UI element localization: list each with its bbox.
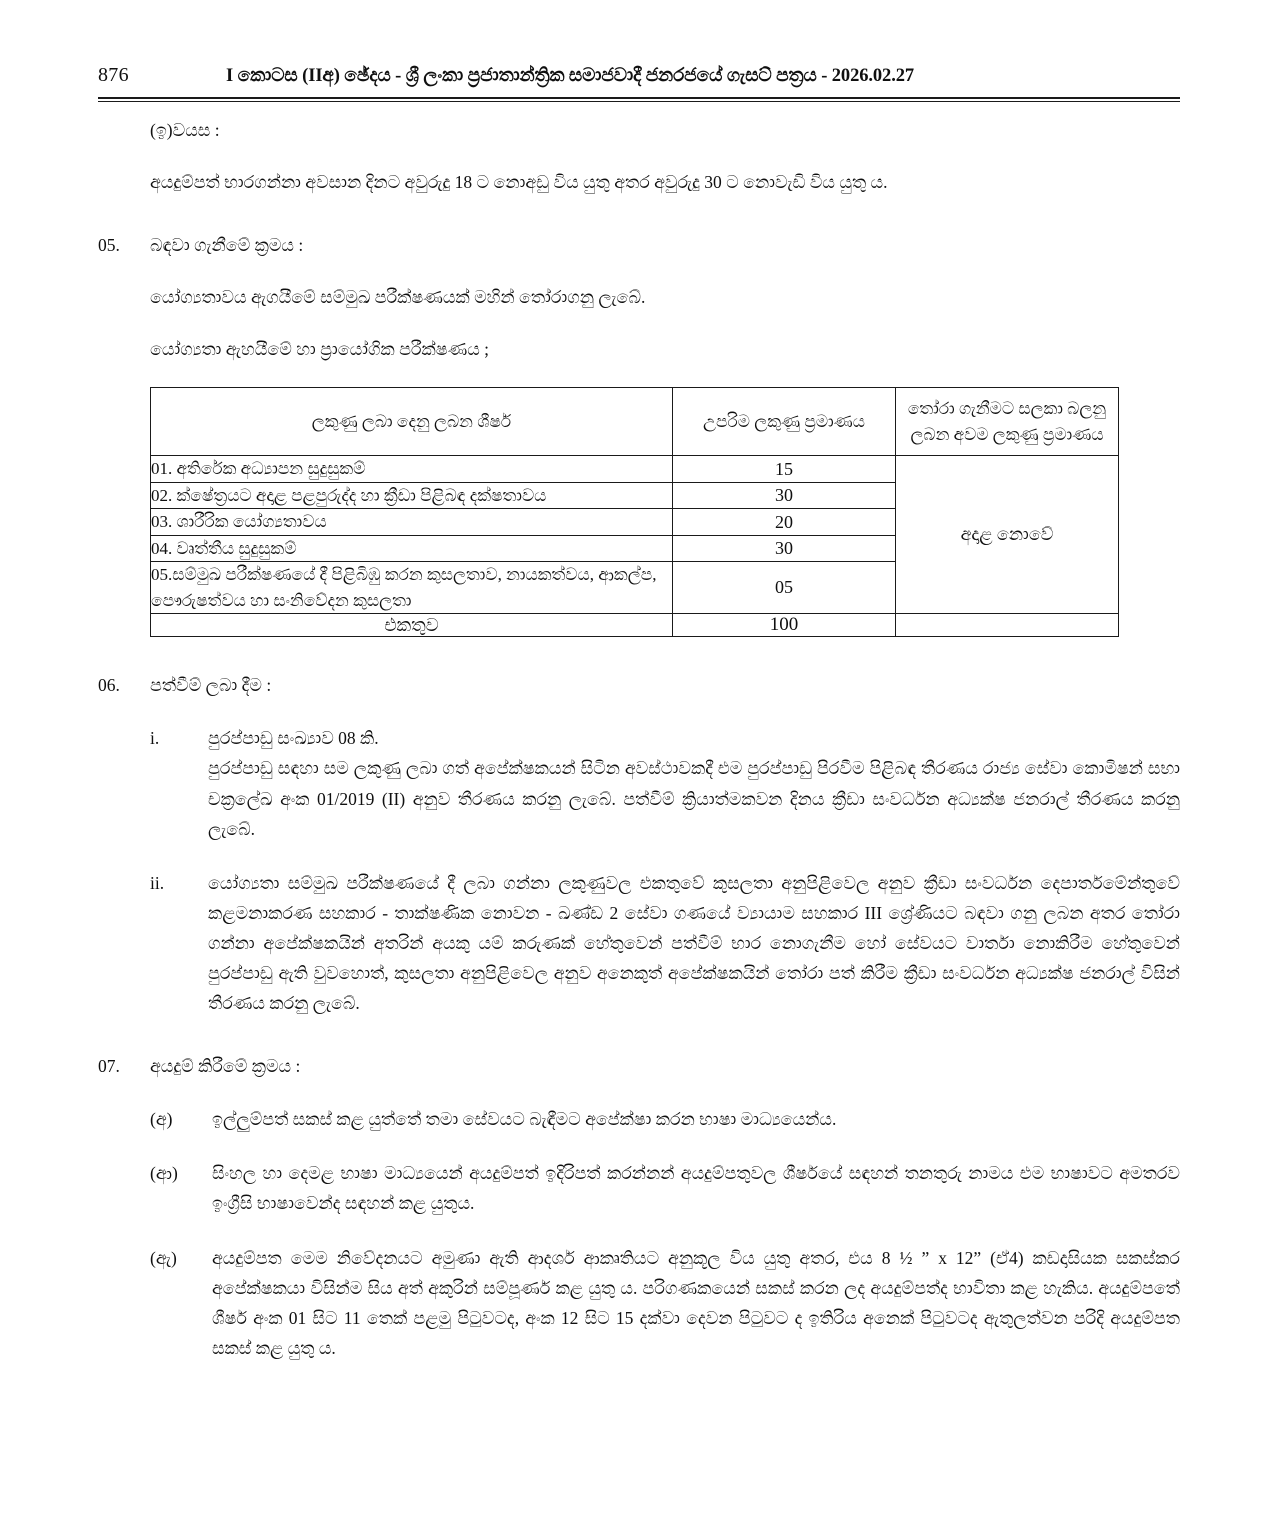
table-row [151,456,1119,483]
table-total-row [151,614,1119,637]
section-07-item-b [150,1158,1180,1218]
header-max-marks: උපරිම ලකුණු ප්‍රමාණය [673,388,896,456]
section-05-number: 05. [98,234,120,255]
section-05 [98,231,1180,259]
section-07-item-a [150,1104,1180,1134]
item-ii-marker: ii. [150,872,165,893]
marks-3: 20 [673,509,896,536]
marks-4: 30 [673,535,896,562]
item-i-marker: i. [150,728,160,749]
age-heading-line [150,116,1180,144]
item-i-line-2: පුරප්පාඩු සඳහා සම ලකුණු ලබා ගත් අපේක්ෂකයන් සිටින අවස්ථාවකදී එම පුරප්පාඩු පිරවීම පිළිබඳ තීරණය රාජ්‍ය සේවා කොමිෂන් සභා චක්‍රලේඛ අංක 01/2019 (II) අනුව තීරණය කරනු ලැබේ. පත්වීම් ක්‍රියාත්මකවන දිනය ක්‍රීඩා සංවර්ධන අධ්‍යක්ෂ ජනරාල් තීරණය කරනු ලැබේ. [208,758,1180,839]
marks-2: 30 [673,482,896,509]
table-header-row [151,388,1119,456]
marks-1: 15 [673,456,896,483]
running-head [98,64,1180,94]
section-06-heading: පත්වීම් ලබා දීම : [150,675,272,696]
header-criteria: ලකුණු ලබා දෙනු ලබන ශීර්ෂ [151,388,673,456]
item-a-text: ඉල්ලුම්පත් සකස් කළ යුත්තේ තමා සේවයට බැඳීමට අපේක්ෂා කරන භාෂා මාධ්‍යයෙන්ය. [212,1109,837,1130]
criterion-4: 04. වෘත්තීය සුදුසුකම් [151,535,673,562]
criterion-5: 05.සම්මුඛ පරීක්ෂණයේ දී පිළිබිඹු කරන කුසලතාව, නායකත්වය, ආකල්ප, පෞරුෂත්වය හා සංනිවේදන කුසලතා [151,562,673,614]
item-c-marker: (ඇ) [150,1247,177,1268]
section-06-item-ii [150,868,1180,1018]
section-05-para-2: යෝග්‍යතා ඇහයීමේ හා ප්‍රායෝගික පරීක්ෂණය ; [150,339,490,360]
criterion-1: 01. අතිරේක අධ්‍යාපන සුදුසුකම් [151,456,673,483]
criterion-2: 02. ක්ෂේත්‍රයට අදාළ පළපුරුද්ද හා ක්‍රීඩා පිළිබඳ දක්ෂතාවය [151,482,673,509]
section-07-heading: අයදුම් කිරීමේ ක්‍රමය : [150,1056,301,1077]
item-c-text: අයදුම්පත මෙම නිවේදනයට අමුණා ඇති ආදර්ශ ආකෘතියට අනුකූල විය යුතු අතර, එය 8 ½ ” x 12” (ඒ4) කඩදාසියක සකස්කර අපේක්ෂකයා විසින්ම සිය අත් අකුරින් සම්පූර්ණ කළ යුතු ය. පරිගණකයෙන් සකස් කරන ලද අයදුම්පත්ද භාවිතා කළ හැකිය. අයදුම්පතේ ශීර්ෂ අංක 01 සිට 11 තෙක් පළමු පිටුවටද, අංක 12 සිට 15 දක්වා දෙවන පිටුවට ද ඉතිරිය අනෙක් පිටුවටද ඇතුලත්වන පරිදි අයදුම්පත සකස් කළ යුතු ය. [212,1247,1180,1358]
section-06-item-i [150,723,1180,843]
item-i-line-1: පුරප්පාඩු සංඛ්‍යාව 08 කි. [208,728,379,749]
age-label: වයස : [172,120,220,140]
not-applicable-cell: අදාළ නොවේ [896,456,1119,614]
total-label: එකතුව [151,614,673,637]
item-a-marker: (අ) [150,1109,173,1130]
age-marker: (ඉ) [150,120,173,140]
criterion-3: 03. ශාරීරික යෝග්‍යතාවය [151,509,673,536]
total-blank-cell [896,614,1119,637]
item-b-text: සිංහල හා දෙමළ භාෂා මාධ්‍යයෙන් අයදුම්පත් ඉදිරිපත් කරන්නන් අයදුම්පතුවල ශීර්ෂයේ සඳහන් තනතුරු නාමය එම භාෂාවට අමතරව ඉංග්‍රීසි භාෂාවෙන්ද සඳහන් කළ යුතුය. [212,1163,1180,1214]
item-b-marker: (ආ) [150,1163,178,1184]
section-07 [98,1052,1180,1080]
section-05-para-1: යෝග්‍යතාවය ඇගයීමේ සම්මුඛ පරීක්ෂණයක් මහින් තෝරාගනු ලැබේ. [150,286,646,307]
page-content [98,64,1180,1363]
page-number: 876 [98,64,129,86]
gazette-title: I කොටස (IIඅ) ඡේදය - ශ්‍රී ලංකා ප්‍රජාතාන්ත්‍රික සමාජවාදී ජනරජයේ ගැසට් පත්‍රය - 2026.02.27 [226,66,915,86]
section-06-number: 06. [98,675,120,696]
header-min-marks: තෝරා ගැනීමට සලකා බලනු ලබන අවම ලකුණු ප්‍රමාණය [896,388,1119,456]
section-07-number: 07. [98,1056,120,1077]
section-07-item-c [150,1243,1180,1363]
section-06 [98,671,1180,699]
marks-table [150,387,1119,637]
item-ii-line-1: යෝග්‍යතා සම්මුඛ පරීක්ෂණයේ දී ලබා ගන්නා ලකුණුවල එකතුවේ කුසලතා අනුපිළිවෙල අනුව ක්‍රීඩා සංවර්ධන දෙපාර්තමේන්තුවේ කළමනාකරණ සහකාර - තාක්ෂණික නොවන - ඛණ්ඩ 2 සේවා ගණයේ ව්‍යායාම සහකාර III ශ්‍රේණියට බඳවා ගනු ලබන අතර තෝරා ගන්නා අපේක්ෂකයින් අතරින් අයකු යම් කරුණක් හේතුවෙන් පත්වීම් භාර නොගැනීම හෝ සේවයට වාර්තා නොකිරීම හේතුවෙන් පුරප්පාඩු ඇති වුවහොත්, කුසලතා අනුපිළිවෙල අනුව අනෙකුත් අපේක්ෂකයින් තෝරා පත් කිරීම ක්‍රීඩා සංවර්ධන අධ්‍යක්ෂ ජනරාල් විසින් තීරණය කරනු ලැබේ. [208,872,1180,1014]
total-marks: 100 [673,614,896,637]
section-05-heading: බඳවා ගැනීමේ ක්‍රමය : [150,234,304,255]
marks-5: 05 [673,562,896,614]
marks-table-wrapper [150,387,1118,637]
age-requirement-text: අයදුම්පත් භාරගන්නා අවසාන දිනට අවුරුදු 18 ට නොඅඩු විය යුතු අතර අවුරුදු 30 ට නොවැඩි විය යුතු ය. [150,172,888,193]
